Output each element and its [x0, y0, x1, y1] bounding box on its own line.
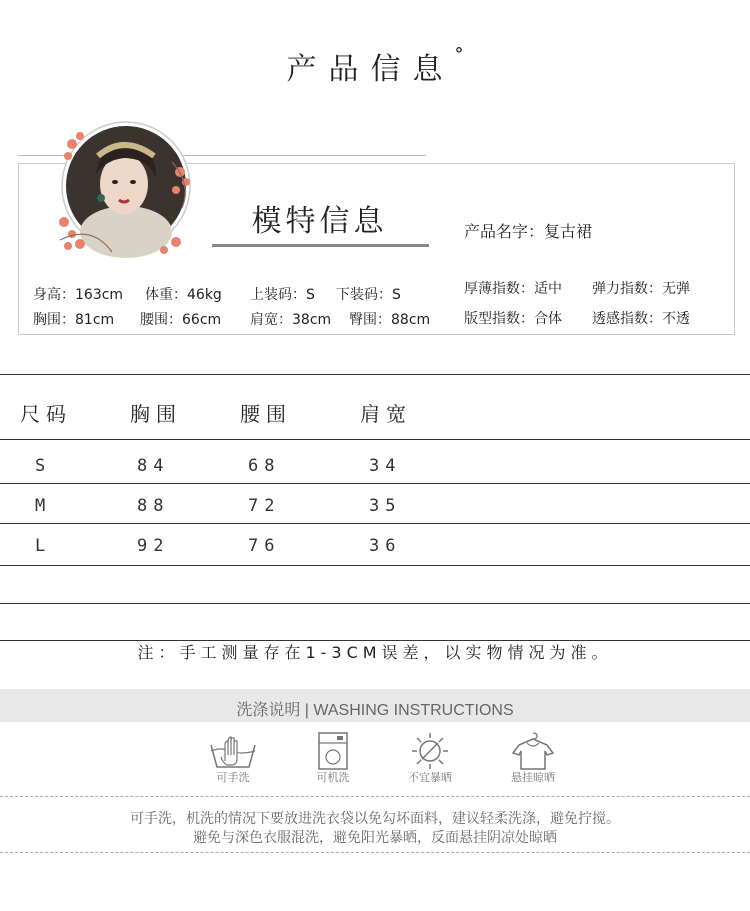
washing-text-line1: 可手洗，机洗的情况下要放进洗衣袋以免勾坏面料，建议轻柔洗涤，避免拧搅。 [130, 811, 620, 827]
table-row-border [0, 523, 750, 524]
table-cell: 84 [137, 456, 170, 476]
table-cell: 76 [248, 536, 281, 556]
table-header-border [0, 439, 750, 440]
stat-waist: 腰围：66cm [140, 312, 222, 328]
hand-wash-label: 可手洗 [216, 771, 250, 784]
model-title-underline [212, 244, 429, 247]
index-thickness: 厚薄指数：适中 [464, 281, 562, 297]
header-waist: 腰围 [240, 402, 292, 426]
hang-dry-icon [503, 731, 563, 771]
table-cell: 34 [369, 456, 402, 476]
stat-shoulder: 肩宽：38cm [250, 312, 332, 328]
title-mark: ° [454, 44, 464, 65]
stat-top-size: 上装码：S [250, 287, 315, 303]
product-name: 产品名字：复古裙 [464, 222, 593, 241]
hand-wash-icon [203, 731, 263, 771]
stat-bust: 胸围：81cm [33, 312, 115, 328]
machine-wash-label: 可机洗 [316, 771, 350, 784]
washing-text-line2: 避免与深色衣服混洗，避免阳光暴晒，反面悬挂阴凉处晾晒 [193, 830, 557, 846]
table-cell: 92 [137, 536, 170, 556]
dotted-divider-bottom [0, 852, 750, 853]
index-fit: 版型指数：合体 [464, 311, 562, 327]
table-cell: M [35, 496, 52, 516]
table-row-border [0, 603, 750, 604]
no-sun-icon [400, 731, 460, 771]
table-row-border [0, 565, 750, 566]
table-cell: 68 [248, 456, 281, 476]
header-bust: 胸围 [130, 402, 182, 426]
page-title [0, 44, 750, 88]
table-cell: S [35, 456, 52, 476]
no-sun-label: 不宜暴晒 [408, 771, 452, 784]
stat-hip: 臀围：88cm [349, 312, 431, 328]
stat-height: 身高：163cm [33, 287, 124, 303]
page-title-text: 产品信息 [286, 52, 455, 87]
dotted-divider [0, 796, 750, 797]
table-cell: 36 [369, 536, 402, 556]
washing-title: 洗涤说明 | WASHING INSTRUCTIONS [236, 702, 514, 719]
header-shoulder: 肩宽 [360, 402, 412, 426]
table-cell: 35 [369, 496, 402, 516]
table-cell: 88 [137, 496, 170, 516]
hang-dry-label: 悬挂晾晒 [511, 771, 555, 784]
table-cell: 72 [248, 496, 281, 516]
measurement-note: 注：手工测量存在1-3CM误差，以实物情况为准。 [137, 643, 613, 662]
stat-weight: 体重：46kg [145, 287, 222, 303]
table-cell: L [35, 536, 52, 556]
machine-wash-icon [303, 731, 363, 771]
stat-bottom-size: 下装码：S [336, 287, 401, 303]
index-transparency: 透感指数：不透 [592, 311, 690, 327]
header-size: 尺码 [20, 402, 72, 426]
table-row-border [0, 483, 750, 484]
model-section-title: 模特信息 [251, 204, 388, 239]
index-elasticity: 弹力指数：无弹 [592, 281, 690, 297]
table-top-border [0, 374, 750, 375]
model-portrait [52, 112, 200, 260]
